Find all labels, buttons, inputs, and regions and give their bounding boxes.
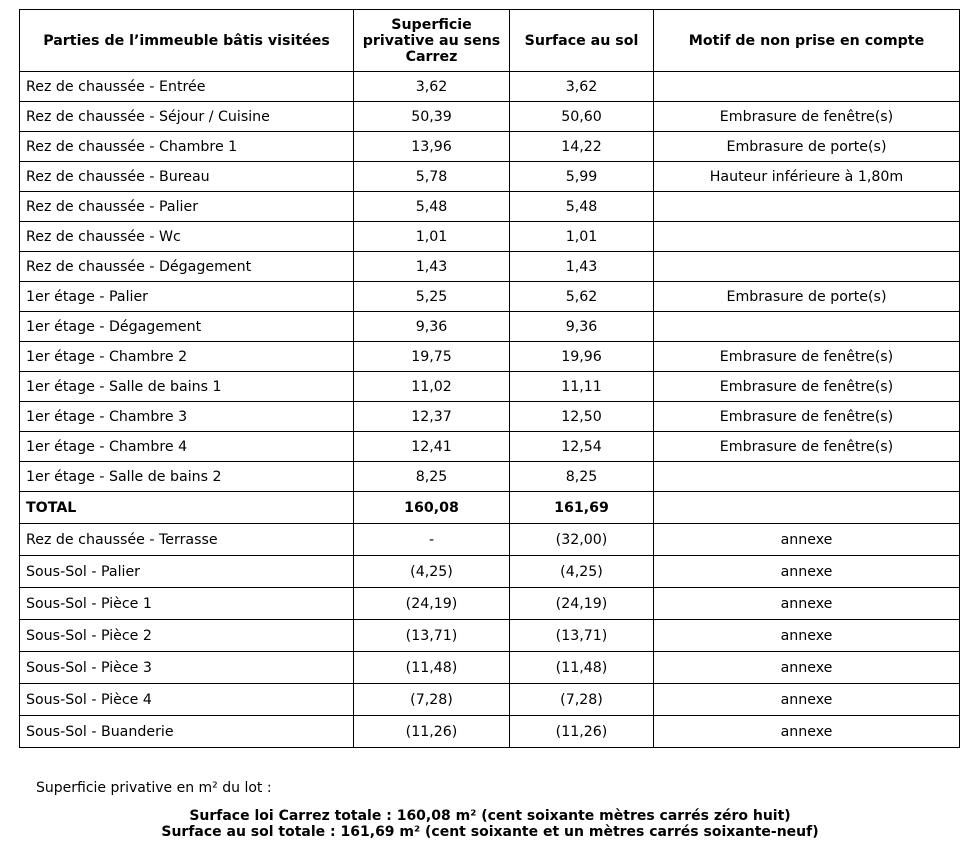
room-cell: Rez de chaussée - Bureau [20,162,354,192]
header-parties: Parties de l’immeuble bâtis visitées [20,10,354,72]
carrez-cell: 12,37 [354,402,510,432]
carrez-total-summary: Surface loi Carrez totale : 160,08 m² (cent soixante mètres carrés zéro huit) [189,808,791,824]
carrez-cell: 11,02 [354,372,510,402]
motif-cell: Embrasure de porte(s) [654,132,960,162]
sol-cell: 9,36 [510,312,654,342]
room-cell: 1er étage - Palier [20,282,354,312]
motif-cell: annexe [654,652,960,684]
motif-cell [654,222,960,252]
header-superficie-carrez: Superficie privative au sens Carrez [354,10,510,72]
sol-cell: 12,50 [510,402,654,432]
sol-cell: 5,62 [510,282,654,312]
room-cell: Sous-Sol - Palier [20,556,354,588]
annex-row [20,556,960,588]
annex-row [20,716,960,748]
table-row [20,72,960,102]
carrez-cell: 8,25 [354,462,510,492]
room-cell: 1er étage - Chambre 3 [20,402,354,432]
motif-cell [654,462,960,492]
sol-cell: 1,43 [510,252,654,282]
footer-note: Superficie privative en m² du lot : [36,780,272,796]
room-cell: Sous-Sol - Pièce 1 [20,588,354,620]
table-row [20,192,960,222]
carrez-cell: 50,39 [354,102,510,132]
carrez-cell: (11,26) [354,716,510,748]
room-cell: Sous-Sol - Buanderie [20,716,354,748]
table-row [20,222,960,252]
room-cell: TOTAL [20,492,354,524]
motif-cell: annexe [654,524,960,556]
carrez-cell: (11,48) [354,652,510,684]
annex-row [20,588,960,620]
table-header-row [20,10,960,72]
motif-cell: annexe [654,716,960,748]
sol-cell: 19,96 [510,342,654,372]
header-surface-sol: Surface au sol [510,10,654,72]
table-row [20,462,960,492]
sol-cell: 5,99 [510,162,654,192]
carrez-cell: (13,71) [354,620,510,652]
motif-cell [654,312,960,342]
room-cell: 1er étage - Chambre 2 [20,342,354,372]
sol-cell: 12,54 [510,432,654,462]
room-cell: Sous-Sol - Pièce 2 [20,620,354,652]
table-row [20,102,960,132]
motif-cell [654,252,960,282]
room-cell: 1er étage - Chambre 4 [20,432,354,462]
annex-row [20,684,960,716]
motif-cell [654,492,960,524]
carrez-cell: 5,48 [354,192,510,222]
room-cell: Rez de chaussée - Chambre 1 [20,132,354,162]
carrez-cell: 19,75 [354,342,510,372]
motif-cell: Embrasure de fenêtre(s) [654,102,960,132]
sol-cell: 3,62 [510,72,654,102]
carrez-cell: (4,25) [354,556,510,588]
sol-cell: 161,69 [510,492,654,524]
sol-cell: 1,01 [510,222,654,252]
carrez-cell: 1,43 [354,252,510,282]
sol-cell: (24,19) [510,588,654,620]
sol-cell: (13,71) [510,620,654,652]
carrez-cell: 5,78 [354,162,510,192]
table-row [20,162,960,192]
motif-cell [654,72,960,102]
room-cell: Sous-Sol - Pièce 4 [20,684,354,716]
carrez-cell: 5,25 [354,282,510,312]
table-row [20,402,960,432]
total-row [20,492,960,524]
room-cell: 1er étage - Salle de bains 2 [20,462,354,492]
motif-cell: Hauteur inférieure à 1,80m [654,162,960,192]
motif-cell: Embrasure de fenêtre(s) [654,342,960,372]
table-row [20,432,960,462]
motif-cell: annexe [654,684,960,716]
summary-block [0,808,980,840]
room-cell: Rez de chaussée - Entrée [20,72,354,102]
motif-cell: annexe [654,556,960,588]
room-cell: Rez de chaussée - Séjour / Cuisine [20,102,354,132]
sol-cell: 8,25 [510,462,654,492]
carrez-cell: 3,62 [354,72,510,102]
sol-total-summary: Surface au sol totale : 161,69 m² (cent soixante et un mètres carrés soixante-neuf) [161,824,819,840]
table-row [20,132,960,162]
motif-cell: Embrasure de fenêtre(s) [654,432,960,462]
carrez-cell: 160,08 [354,492,510,524]
table-row [20,252,960,282]
sol-cell: 50,60 [510,102,654,132]
motif-cell: Embrasure de fenêtre(s) [654,372,960,402]
motif-cell: Embrasure de fenêtre(s) [654,402,960,432]
sol-cell: (11,26) [510,716,654,748]
room-cell: Rez de chaussée - Palier [20,192,354,222]
carrez-cell: (24,19) [354,588,510,620]
sol-cell: 14,22 [510,132,654,162]
carrez-cell: 12,41 [354,432,510,462]
room-cell: Sous-Sol - Pièce 3 [20,652,354,684]
carrez-cell: - [354,524,510,556]
sol-cell: 11,11 [510,372,654,402]
carrez-cell: 1,01 [354,222,510,252]
annex-row [20,524,960,556]
room-cell: Rez de chaussée - Terrasse [20,524,354,556]
table-row [20,372,960,402]
sol-cell: (32,00) [510,524,654,556]
room-cell: Rez de chaussée - Dégagement [20,252,354,282]
surface-table [19,9,960,748]
carrez-cell: 9,36 [354,312,510,342]
motif-cell: annexe [654,588,960,620]
room-cell: 1er étage - Salle de bains 1 [20,372,354,402]
room-cell: Rez de chaussée - Wc [20,222,354,252]
sol-cell: (4,25) [510,556,654,588]
carrez-cell: 13,96 [354,132,510,162]
table-row [20,342,960,372]
annex-row [20,620,960,652]
table-row [20,312,960,342]
room-cell: 1er étage - Dégagement [20,312,354,342]
motif-cell: annexe [654,620,960,652]
header-motif: Motif de non prise en compte [654,10,960,72]
annex-row [20,652,960,684]
table-row [20,282,960,312]
motif-cell: Embrasure de porte(s) [654,282,960,312]
motif-cell [654,192,960,222]
sol-cell: (11,48) [510,652,654,684]
sol-cell: 5,48 [510,192,654,222]
carrez-cell: (7,28) [354,684,510,716]
sol-cell: (7,28) [510,684,654,716]
